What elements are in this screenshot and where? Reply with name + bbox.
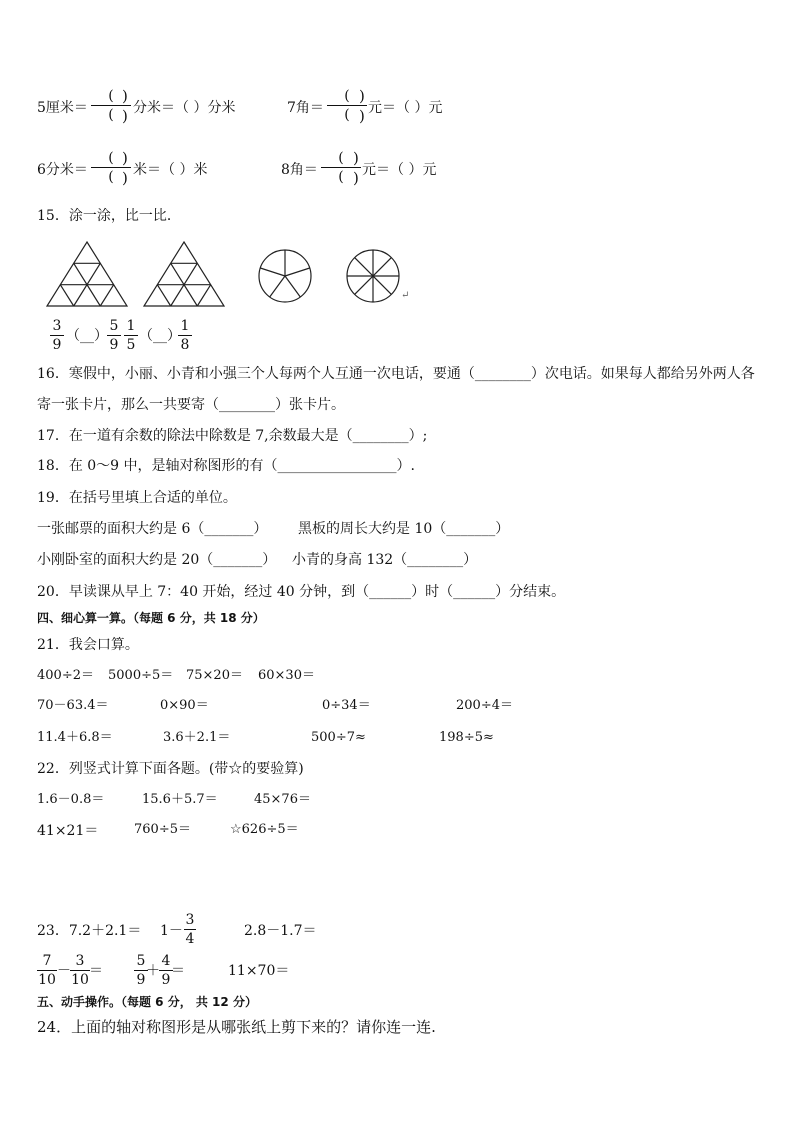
conv-7jiao-rest: 元＝（ ）元 [368,100,443,116]
q21-item: 198÷5≈ [439,730,494,745]
conv-7jiao-label: 7角＝ [287,100,324,116]
fraction-1-5 [124,318,138,353]
q21-item: 400÷2＝ [37,668,94,683]
fraction-3-9 [50,318,64,353]
q21-title: 21．我会口算。 [37,637,139,653]
circle-fifths[interactable] [257,248,313,304]
plus-sign: ＋ [146,963,160,979]
denominator: 9 [109,337,119,353]
q21-item: 0÷34＝ [322,698,371,713]
denominator: 9 [161,972,171,988]
paren: ( [344,88,350,104]
fraction-bar [70,970,90,971]
q22-title: 22．列竖式计算下面各题。(带☆的要验算) [37,761,304,777]
triangle-grid-1[interactable] [45,240,129,308]
q15-title: 15．涂一涂，比一比． [37,208,181,224]
paren-close: ) [122,169,128,187]
conv-8jiao-rest: 元＝（ ）元 [362,162,437,178]
paren-close: ) [122,87,128,105]
fraction-bar [321,167,361,168]
fraction-bar [91,105,131,106]
paren: ( [108,88,114,104]
q19-bedroom: 小刚卧室的面积大约是 20（_______） [37,552,277,568]
paren-close: ) [353,169,359,187]
fraction-bar [37,970,57,971]
q22-item: 15.6＋5.7＝ [142,792,218,807]
q22-item: 760÷5＝ [134,822,191,837]
q22-item: 41×21＝ [37,823,99,839]
fraction-7-10 [37,953,57,988]
fraction-bar [184,929,196,930]
numerator: 4 [161,953,171,969]
paren-close: ) [122,107,128,125]
denominator: 4 [185,931,195,947]
denominator: 5 [126,337,136,353]
fraction-bar [107,335,121,336]
numerator: 1 [126,318,136,334]
numerator: 3 [185,912,195,928]
fraction-bar [178,335,192,336]
q23-a: 23．7.2＋2.1＝ [37,923,142,939]
q19-stamp: 一张邮票的面积大约是 6（_______） [37,521,268,537]
equals-sign: ＝ [171,963,185,979]
q21-item: 5000÷5＝ [108,668,174,683]
q17: 17．在一道有余数的除法中除数是 7,余数最大是（________）; [37,428,428,444]
paren-close: ) [122,149,128,167]
denominator: 9 [52,337,62,353]
minus-sign: － [57,963,71,979]
q22-item: 45×76＝ [254,792,311,807]
paren: ( [338,169,344,185]
paren-close: ) [359,87,365,105]
return-mark-icon: ↵ [401,290,410,301]
q22-item: 1.6－0.8＝ [37,792,105,807]
q21-item: 200÷4＝ [456,698,513,713]
q21-item: 3.6＋2.1＝ [163,730,231,745]
conv-5cm-label: 5厘米＝ [37,100,88,116]
denominator: 10 [38,972,56,988]
paren: ( [338,150,344,166]
q21-item: 75×20＝ [186,668,243,683]
q23-b-prefix: 1－ [160,923,183,939]
denominator: 10 [71,972,89,988]
triangle-grid-2[interactable] [142,240,226,308]
numerator: 7 [42,953,52,969]
compare-blank-1[interactable]: （__） [66,328,108,344]
equals-sign: ＝ [89,963,103,979]
q19-title: 19．在括号里填上合适的单位。 [37,490,237,506]
q21-item: 11.4＋6.8＝ [37,730,113,745]
section-4-heading: 四、细心算一算。（每题 6 分，共 18 分） [37,611,265,625]
q19-blackboard: 黑板的周长大约是 10（_______） [298,521,510,537]
paren-close: ) [353,149,359,167]
conv-8jiao-label: 8角＝ [281,162,318,178]
paren: ( [108,150,114,166]
denominator: 8 [180,337,190,353]
numerator: 1 [180,318,190,334]
compare-blank-2[interactable]: （__） [139,328,181,344]
fraction-3-10 [70,953,90,988]
paren: ( [108,169,114,185]
numerator: 3 [52,318,62,334]
numerator: 5 [136,953,146,969]
fraction-1-8 [178,318,192,353]
circle-eighths[interactable] [345,248,401,304]
fraction-bar [50,335,64,336]
conv-6dm-rest: 米＝（ ）米 [133,162,208,178]
fraction-bar [91,167,131,168]
q21-item: 500÷7≈ [311,730,366,745]
paren-close: ) [359,107,365,125]
q22-item: ☆626÷5＝ [230,822,299,837]
q21-item: 70－63.4＝ [37,698,109,713]
numerator: 3 [75,953,85,969]
fraction-5-9 [107,318,121,353]
conv-5cm-rest: 分米＝（ ）分米 [133,100,236,116]
conv-6dm-label: 6分米＝ [37,162,88,178]
q23-c: 2.8－1.7＝ [244,923,317,939]
q16-line2: 寄一张卡片，那么一共要寄（________）张卡片。 [37,397,345,413]
fraction-3-4 [184,912,196,947]
q21-item: 0×90＝ [160,698,209,713]
q21-item: 60×30＝ [258,668,315,683]
q18: 18．在 0～9 中，是轴对称图形的有（_________________）. [37,458,415,474]
q23-f: 11×70＝ [228,963,290,979]
denominator: 9 [136,972,146,988]
fraction-bar [124,335,138,336]
q24: 24．上面的轴对称图形是从哪张纸上剪下来的？请你连一连. [37,1018,436,1036]
section-5-heading: 五、动手操作。（每题 6 分， 共 12 分） [37,995,257,1009]
paren: ( [108,107,114,123]
q20: 20．早读课从早上 7：40 开始，经过 40 分钟，到（______）时（______）分结束。 [37,584,566,600]
paren: ( [344,107,350,123]
fraction-bar [327,105,367,106]
q16-line1: 16．寒假中，小丽、小青和小强三个人每两个人互通一次电话，要通（________）次电话。如果每人都给另外两人各 [37,366,755,382]
q19-height: 小青的身高 132（________） [292,552,478,568]
numerator: 5 [109,318,119,334]
